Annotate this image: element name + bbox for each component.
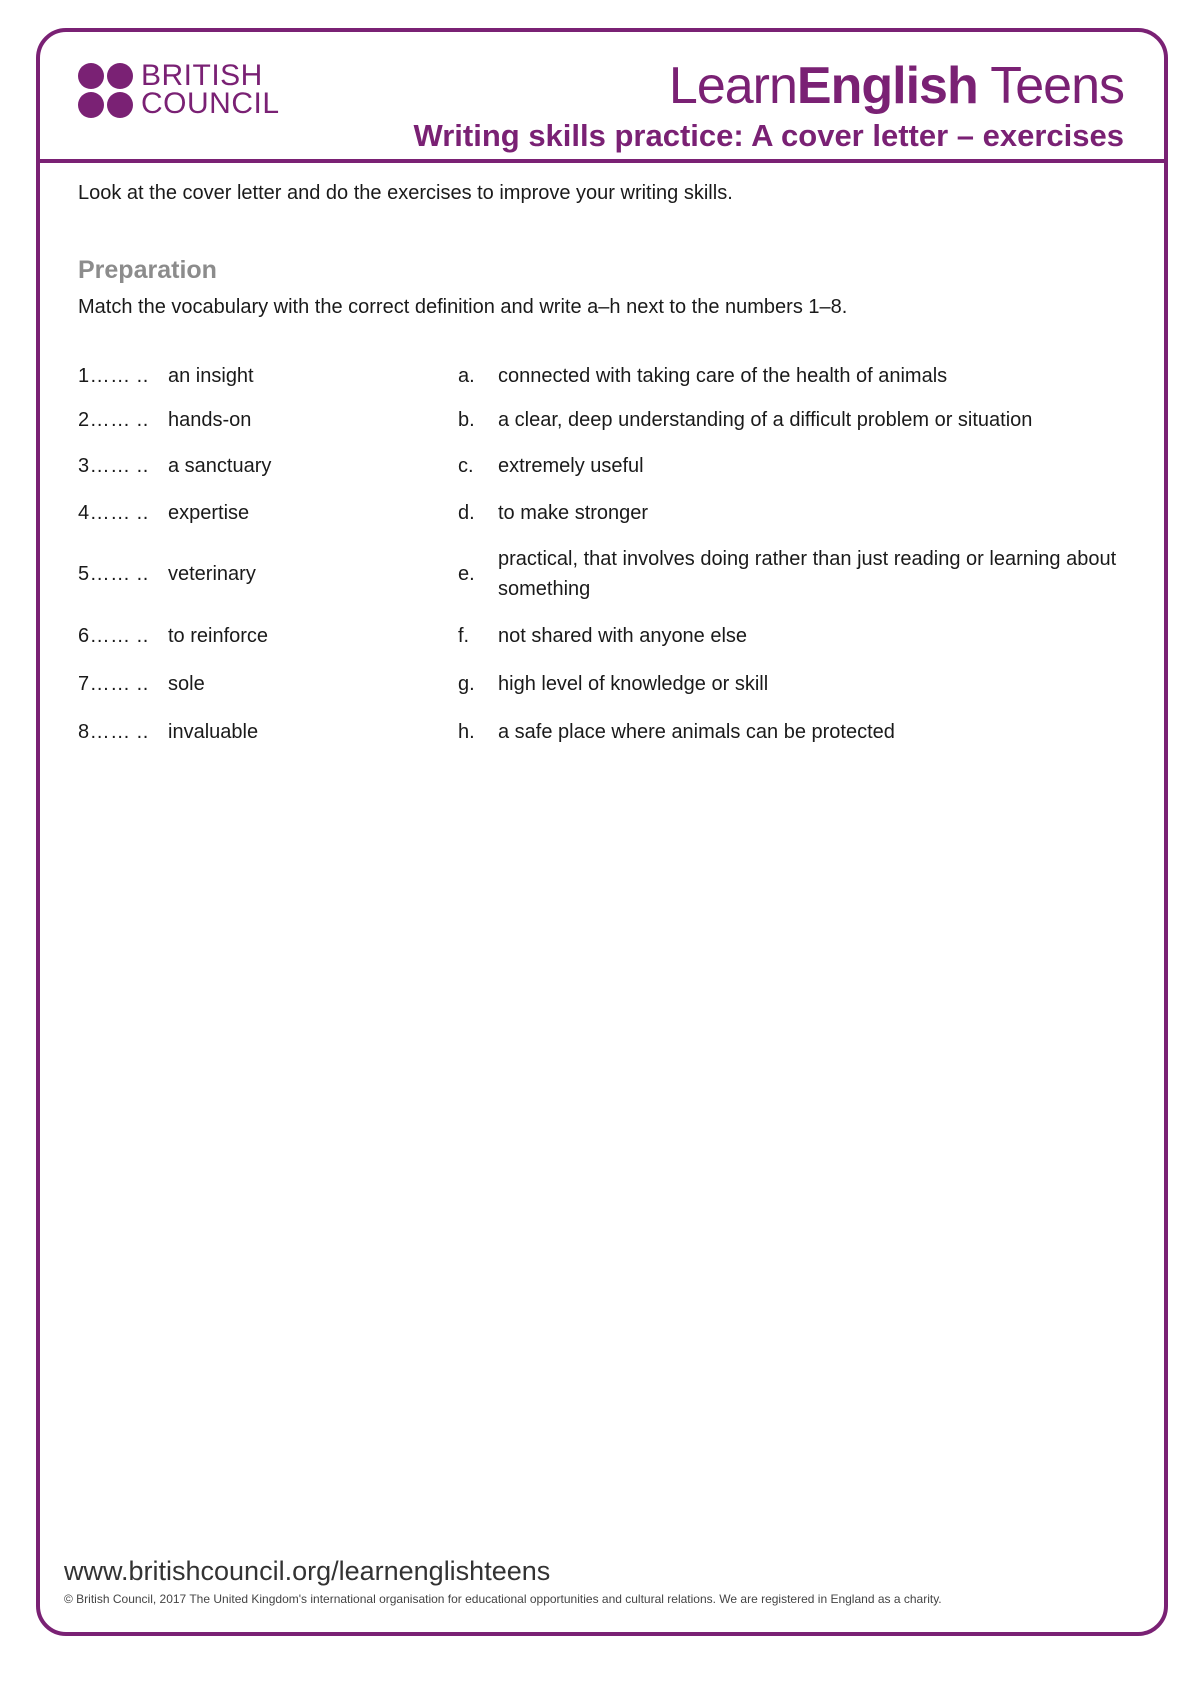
vocab-term: veterinary <box>168 563 256 585</box>
definition-text: extremely useful <box>498 455 644 477</box>
vocab-term: invaluable <box>168 721 259 743</box>
definition-letter: h. <box>458 721 475 743</box>
vocab-term: expertise <box>168 502 250 524</box>
answer-blank[interactable]: 8…… .. <box>78 721 149 743</box>
british-council-logo <box>78 59 280 120</box>
definition-text: a safe place where animals can be protected <box>498 721 895 743</box>
vocab-term: hands-on <box>168 409 252 431</box>
brand-line-2: COUNCIL <box>141 87 280 120</box>
definition-letter: c. <box>458 455 474 477</box>
footer-copyright: © British Council, 2017 The United Kingdom's international organisation for educational opportunities and cultural relations. We are registered in England as a charity. <box>64 1592 942 1606</box>
answer-blank[interactable]: 6…… .. <box>78 625 149 647</box>
answer-blank[interactable]: 3…… .. <box>78 455 149 477</box>
brand-line-1: BRITISH <box>141 59 263 92</box>
vocab-row <box>78 612 1128 660</box>
vocab-term: to reinforce <box>168 625 269 647</box>
answer-blank[interactable]: 2…… .. <box>78 409 149 431</box>
answer-blank[interactable]: 1…… .. <box>78 365 149 387</box>
vocab-row <box>78 536 1128 612</box>
vocab-row <box>78 354 1128 398</box>
vocab-term: a sanctuary <box>168 455 272 477</box>
document-title: Writing skills practice: A cover letter – exercises <box>413 118 1124 153</box>
definition-letter: a. <box>458 365 475 387</box>
learnenglish-teens-logo <box>669 56 1124 116</box>
vocab-term: an insight <box>168 365 254 387</box>
definition-text: connected with taking care of the health of animals <box>498 365 948 387</box>
vocab-row <box>78 708 1128 756</box>
definition-text: high level of knowledge or skill <box>498 673 769 695</box>
instruction-text: Match the vocabulary with the correct definition and write a–h next to the numbers 1–8. <box>78 296 848 318</box>
definition-letter: d. <box>458 502 475 524</box>
logo-learn: Learn <box>668 57 797 115</box>
answer-blank[interactable]: 4…… .. <box>78 502 149 524</box>
vocabulary-matching-table <box>78 354 1128 756</box>
logo-english: English <box>796 57 978 115</box>
vocab-row <box>78 490 1128 536</box>
intro-text: Look at the cover letter and do the exercises to improve your writing skills. <box>78 182 733 204</box>
definition-letter: b. <box>458 409 475 431</box>
answer-blank[interactable]: 7…… .. <box>78 673 149 695</box>
answer-blank[interactable]: 5…… .. <box>78 563 149 585</box>
definition-letter: g. <box>458 673 475 695</box>
definition-letter: f. <box>458 625 470 647</box>
british-council-dots-icon <box>78 63 133 118</box>
section-heading: Preparation <box>78 256 217 284</box>
definition-text: to make stronger <box>498 502 649 524</box>
footer-url[interactable]: www.britishcouncil.org/learnenglishteens <box>64 1556 551 1586</box>
definition-text: not shared with anyone else <box>498 625 748 647</box>
definition-letter: e. <box>458 563 475 585</box>
definition-text: a clear, deep understanding of a difficult problem or situation <box>498 409 1033 431</box>
vocab-row <box>78 660 1128 708</box>
logo-teens: Teens <box>977 57 1124 115</box>
vocab-term: sole <box>168 673 205 695</box>
vocab-row <box>78 398 1128 442</box>
definition-text: practical, that involves doing rather than just reading or learning about something <box>498 548 1117 600</box>
vocab-row <box>78 442 1128 490</box>
header-divider <box>36 159 1168 163</box>
